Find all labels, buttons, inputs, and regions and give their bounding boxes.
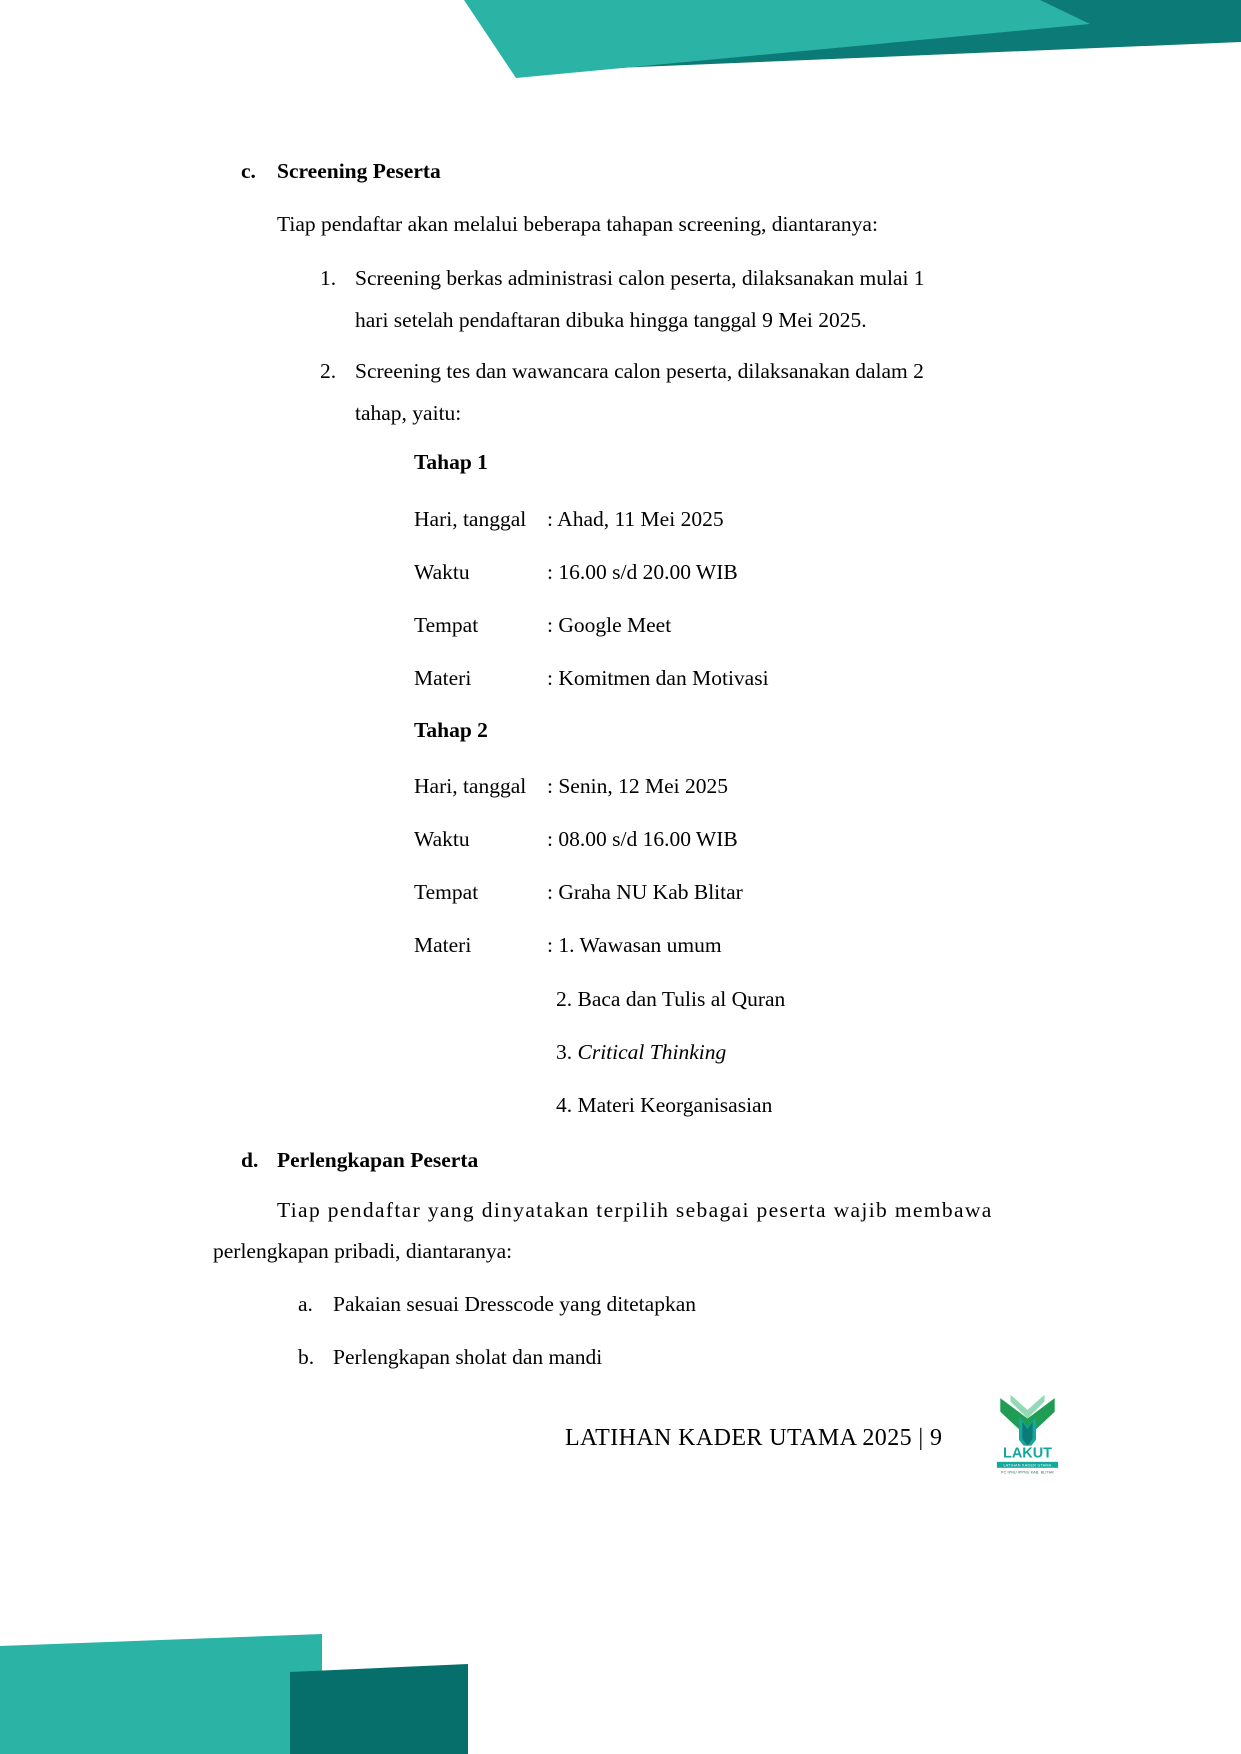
- materi-subitem-3: [556, 1042, 726, 1064]
- header-shape-dark: [518, 0, 1241, 72]
- field-label: Waktu: [414, 560, 470, 584]
- list-item-a-text: Pakaian sesuai Dresscode yang ditetapkan: [333, 1292, 696, 1316]
- section-d-intro-line2: perlengkapan pribadi, diantaranya:: [213, 1239, 513, 1263]
- list-item-1-marker: 1.: [320, 266, 337, 290]
- section-c-marker: c.: [241, 159, 256, 183]
- tahap-1-row: [414, 668, 934, 690]
- field-label: Waktu: [414, 827, 470, 851]
- field-value: : 16.00 s/d 20.00 WIB: [547, 560, 738, 584]
- field-value: : Komitmen dan Motivasi: [547, 666, 769, 690]
- field-label: Hari, tanggal: [414, 774, 527, 798]
- field-value: : Ahad, 11 Mei 2025: [547, 507, 724, 531]
- field-value: : 08.00 s/d 16.00 WIB: [547, 827, 738, 851]
- field-value: : Senin, 12 Mei 2025: [547, 774, 728, 798]
- list-item-b-text: Perlengkapan sholat dan mandi: [333, 1345, 603, 1369]
- header-decoration: [0, 0, 1241, 95]
- section-d-marker: d.: [241, 1148, 259, 1172]
- lakut-logo-icon: [985, 1393, 1070, 1478]
- field-label: Tempat: [414, 613, 479, 637]
- tahap-2-heading: Tahap 2: [414, 718, 488, 742]
- list-item-1-line2: hari setelah pendaftaran dibuka hingga tanggal 9 Mei 2025.: [355, 308, 867, 332]
- tahap-2-row: [414, 776, 934, 798]
- section-c-intro: Tiap pendaftar akan melalui beberapa tahapan screening, diantaranya:: [277, 212, 878, 236]
- tahap-1-row: [414, 615, 934, 637]
- footer-shape-dark: [290, 1664, 468, 1754]
- tahap-1-heading: Tahap 1: [414, 450, 488, 474]
- field-value: : Google Meet: [547, 613, 672, 637]
- field-value: : Graha NU Kab Blitar: [547, 880, 743, 904]
- list-item-2-line2: tahap, yaitu:: [355, 401, 462, 425]
- field-value: : 1. Wawasan umum: [547, 933, 722, 957]
- tahap-1-row: [414, 562, 934, 584]
- footer-shape-light: [0, 1634, 322, 1754]
- svg-text:LAKUT: LAKUT: [1003, 1445, 1052, 1462]
- section-d-title: Perlengkapan Peserta: [277, 1148, 479, 1172]
- lakut-logo: [985, 1393, 1070, 1478]
- section-c-title: Screening Peserta: [277, 159, 441, 183]
- field-label: Hari, tanggal: [414, 507, 527, 531]
- list-item-2-marker: 2.: [320, 359, 337, 383]
- list-item-1-line1: Screening berkas administrasi calon peserta, dilaksanakan mulai 1: [355, 266, 925, 290]
- tahap-2-row: [414, 935, 934, 957]
- tahap-2-row: [414, 829, 934, 851]
- field-label: Materi: [414, 933, 472, 957]
- list-item-b-marker: b.: [298, 1345, 315, 1369]
- svg-text:PC IPNU IPPNU KAB. BLITAR: PC IPNU IPPNU KAB. BLITAR: [1001, 1470, 1054, 1475]
- tahap-1-row: [414, 509, 934, 531]
- list-item-2-line1: Screening tes dan wawancara calon peserta, dilaksanakan dalam 2: [355, 359, 924, 383]
- list-item-a-marker: a.: [298, 1292, 313, 1316]
- footer-decoration: [0, 1564, 1241, 1754]
- field-label: Tempat: [414, 880, 479, 904]
- svg-text:LATIHAN KADER UTAMA: LATIHAN KADER UTAMA: [1003, 1463, 1052, 1468]
- materi-subitem-3-text: Critical Thinking: [577, 1040, 727, 1064]
- field-label: Materi: [414, 666, 472, 690]
- materi-subitem-3-prefix: 3.: [556, 1040, 578, 1064]
- materi-subitem-2: 2. Baca dan Tulis al Quran: [556, 987, 786, 1011]
- section-d-intro-line1: Tiap pendaftar yang dinyatakan terpilih sebagai peserta wajib membawa: [277, 1198, 993, 1222]
- header-shape-light: [464, 0, 1090, 78]
- tahap-2-row: [414, 882, 934, 904]
- materi-subitem-4: 4. Materi Keorganisasian: [556, 1093, 773, 1117]
- footer-title: LATIHAN KADER UTAMA 2025 | 9: [565, 1425, 943, 1451]
